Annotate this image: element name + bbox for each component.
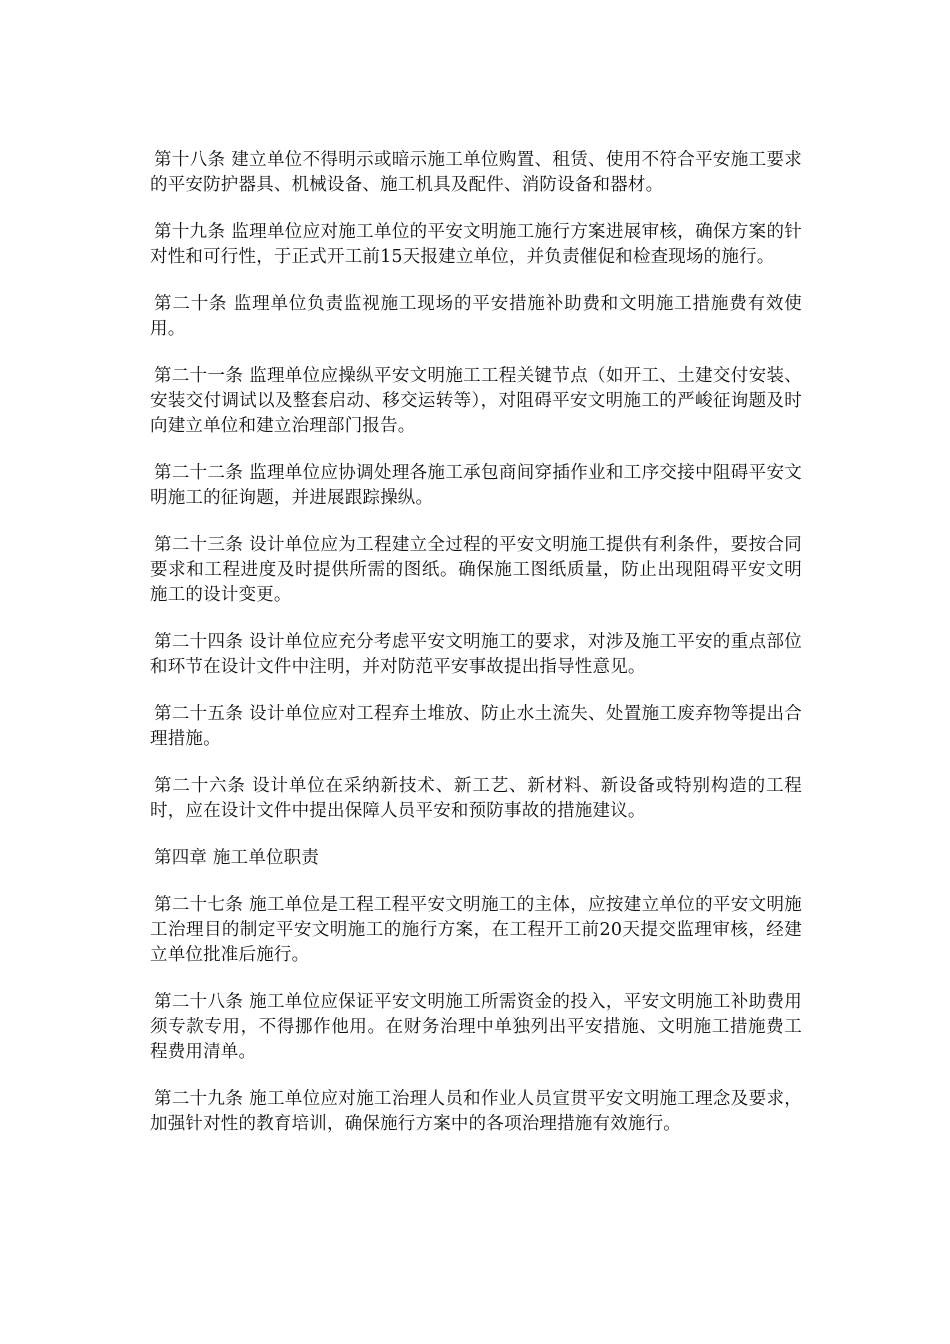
article-18: 第十八条 建立单位不得明示或暗示施工单位购置、租赁、使用不符合平安施工要求的平安防护器具、机械设备、施工机具及配件、消防设备和器材。	[150, 150, 802, 195]
article-27: 第二十七条 施工单位是工程工程平安文明施工的主体，应按建立单位的平安文明施工治理目的制定平安文明施工的施行方案，在工程开工前20天提交监理审核，经建立单位批准后施行。	[150, 895, 802, 965]
article-24: 第二十四条 设计单位应充分考虑平安文明施工的要求，对涉及施工平安的重点部位和环节在设计文件中注明，并对防范平安事故提出指导性意见。	[150, 632, 802, 677]
article-25: 第二十五条 设计单位应对工程弃土堆放、防止水土流失、处置施工废弃物等提出合理措施。	[150, 704, 802, 749]
article-21: 第二十一条 监理单位应操纵平安文明施工工程关键节点（如开工、土建交付安装、安装交付调试以及整套启动、移交运转等），对阻碍平安文明施工的严峻征询题及时向建立单位和建立治理部门报告。	[150, 366, 802, 436]
article-22: 第二十二条 监理单位应协调处理各施工承包商间穿插作业和工序交接中阻碍平安文明施工的征询题，并进展跟踪操纵。	[150, 463, 802, 508]
article-20: 第二十条 监理单位负责监视施工现场的平安措施补助费和文明施工措施费有效使用。	[150, 294, 802, 339]
article-26: 第二十六条 设计单位在采纳新技术、新工艺、新材料、新设备或特别构造的工程时，应在设计文件中提出保障人员平安和预防事故的措施建议。	[150, 776, 802, 821]
article-19: 第十九条 监理单位应对施工单位的平安文明施工施行方案进展审核，确保方案的针对性和可行性，于正式开工前15天报建立单位，并负责催促和检查现场的施行。	[150, 222, 802, 267]
document-body	[150, 148, 802, 1159]
chapter-4-heading: 第四章 施工单位职责	[154, 848, 320, 868]
article-29: 第二十九条 施工单位应对施工治理人员和作业人员宣贯平安文明施工理念及要求，加强针对性的教育培训，确保施行方案中的各项治理措施有效施行。	[150, 1089, 802, 1134]
article-23: 第二十三条 设计单位应为工程建立全过程的平安文明施工提供有利条件，要按合同要求和工程进度及时提供所需的图纸。确保施工图纸质量，防止出现阻碍平安文明施工的设计变更。	[150, 535, 802, 605]
article-28: 第二十八条 施工单位应保证平安文明施工所需资金的投入，平安文明施工补助费用须专款专用，不得挪作他用。在财务治理中单独列出平安措施、文明施工措施费工程费用清单。	[150, 992, 802, 1062]
